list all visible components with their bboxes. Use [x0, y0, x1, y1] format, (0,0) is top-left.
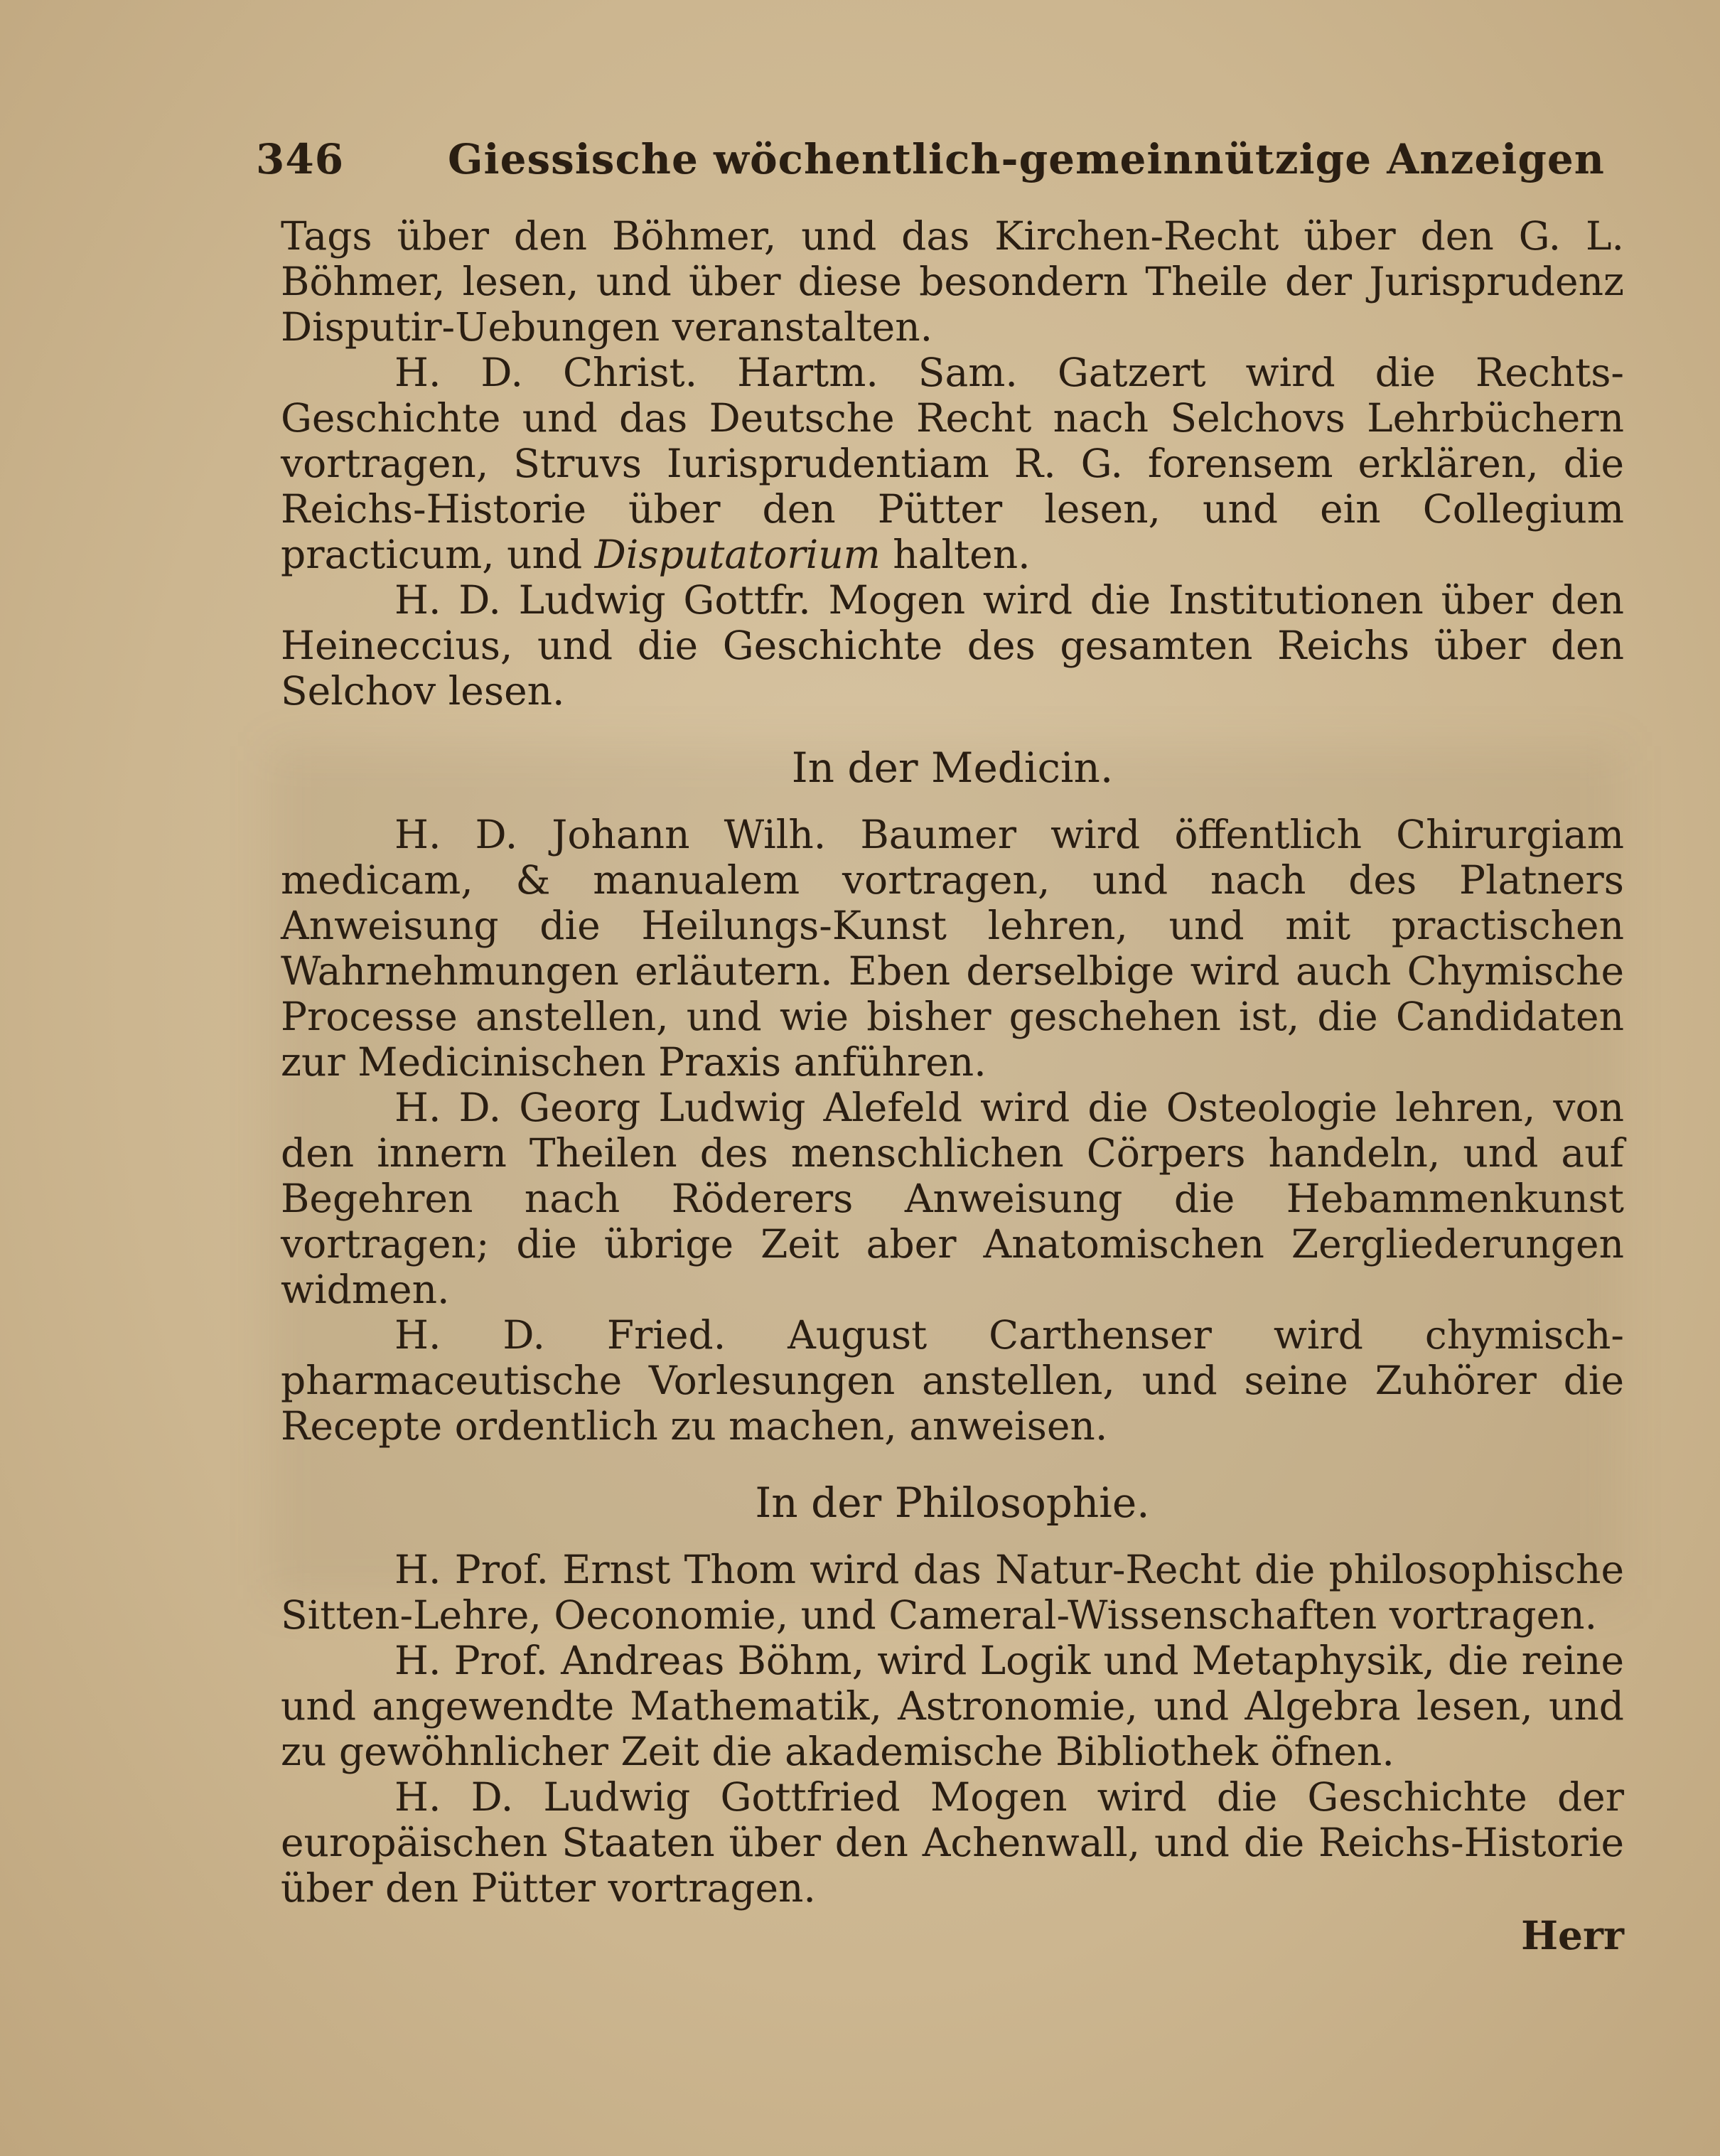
catchword: Herr	[1521, 1912, 1624, 1958]
medicine-paragraph-baumer: H. D. Johann Wilh. Baumer wird öffentlich Chirurgiam medicam, & manualem vortragen, und nach des Platners Anweisung die Heilungs-Kunst lehren, und mit practischen Wahrnehmungen erläutern. Eben derselbige wird auch Chymische Processe anstellen, und wie bisher geschehen ist, die Candidaten zur Medicinischen Praxis anführen.	[281, 812, 1624, 1085]
medicine-paragraph-carthenser: H. D. Fried. August Carthenser wird chymisch-pharmaceutische Vorlesungen anstellen, und seine Zuhörer die Recepte ordentlich zu machen, anweisen.	[281, 1312, 1624, 1449]
italic-disputatorium: Disputatorium	[594, 532, 881, 577]
section-heading-medicine: In der Medicin.	[791, 744, 1114, 792]
law-paragraph-gatzert	[281, 350, 1624, 577]
philosophy-paragraph-thom: H. Prof. Ernst Thom wird das Natur-Recht die philosophische Sitten-Lehre, Oeconomie, und Cameral-Wissenschaften vortragen.	[281, 1547, 1624, 1638]
medicine-paragraph-alefeld: H. D. Georg Ludwig Alefeld wird die Osteologie lehren, von den innern Theilen des menschlichen Cörpers handeln, und auf Begehren nach Röderers Anweisung die Hebammenkunst vortragen; die übrige Zeit aber Anatomischen Zergliederungen widmen.	[281, 1085, 1624, 1312]
page-header	[256, 135, 1605, 199]
law-paragraph-continued: Tags über den Böhmer, und das Kirchen-Recht über den G. L. Böhmer, lesen, und über diese besondern Theile der Jurisprudenz Disputir-Uebungen veranstalten.	[281, 213, 1624, 350]
law-paragraph-gatzert-end: halten.	[893, 532, 1031, 577]
philosophy-paragraph-boehm: H. Prof. Andreas Böhm, wird Logik und Metaphysik, die reine und angewendte Mathematik, Astronomie, und Algebra lesen, und zu gewöhnlicher Zeit die akademische Bibliothek öfnen.	[281, 1638, 1624, 1774]
law-paragraph-gatzert-text: H. D. Christ. Hartm. Sam. Gatzert wird die Rechts-Geschichte und das Deutsche Recht nach Selchovs Lehrbüchern vortragen, Struvs Iurisprudentiam R. G. forensem erklären, die Reichs-Historie über den Pütter lesen, und ein Collegium practicum, und	[281, 350, 1624, 577]
section-heading-philosophy: In der Philosophie.	[755, 1479, 1150, 1527]
law-paragraph-mogen: H. D. Ludwig Gottfr. Mogen wird die Institutionen über den Heineccius, und die Geschichte des gesamten Reichs über den Selchov lesen.	[281, 577, 1624, 714]
philosophy-paragraph-mogen: H. D. Ludwig Gottfried Mogen wird die Geschichte der europäischen Staaten über den Achenwall, und die Reichs-Historie über den Pütter vortragen.	[281, 1774, 1624, 1911]
page-number: 346	[256, 135, 345, 183]
running-title: Giessische wöchentlich-gemeinnützige Anzeigen	[448, 135, 1605, 183]
page-body	[281, 213, 1624, 1911]
